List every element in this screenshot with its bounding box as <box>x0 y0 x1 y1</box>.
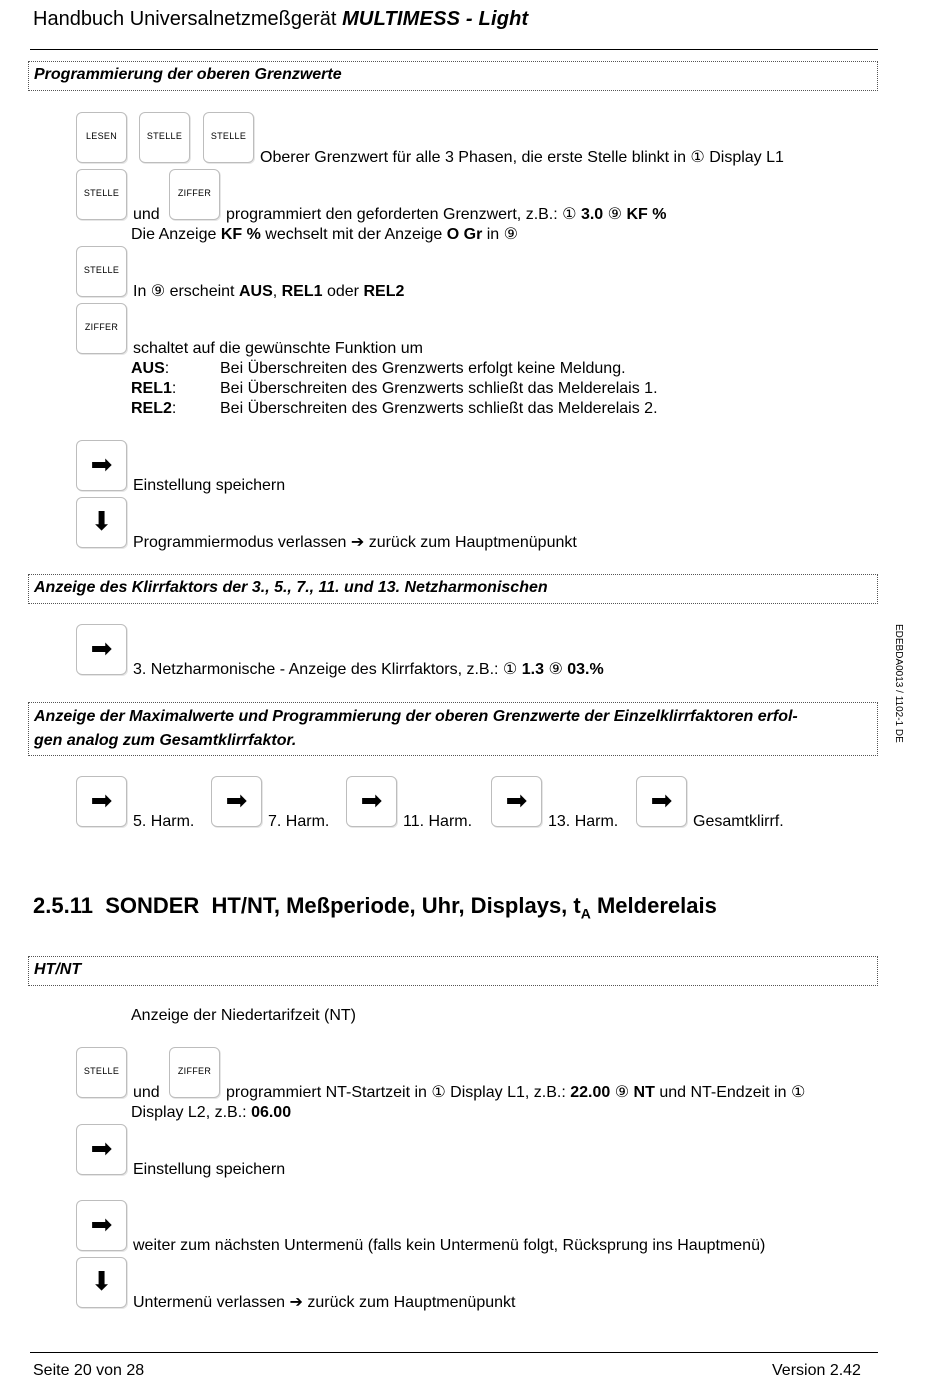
brand-name: MULTIMESS - Light <box>342 8 529 30</box>
right-arrow-icon: ➡ <box>90 785 113 815</box>
right-arrow-key[interactable] <box>636 776 687 827</box>
stelle-key[interactable]: STELLE <box>76 246 127 297</box>
instruction-text: Einstellung speichern <box>133 1161 286 1178</box>
down-arrow-icon: ⬇ <box>90 506 113 536</box>
right-arrow-key[interactable] <box>76 1200 127 1251</box>
right-arrow-key[interactable] <box>346 776 397 827</box>
stelle-key[interactable]: STELLE <box>76 169 127 220</box>
page-header <box>33 8 528 31</box>
step-label: 5. Harm. <box>133 813 195 830</box>
instruction-text: Display L2, z.B.: 06.00 <box>131 1104 292 1121</box>
instruction-text: 3. Netzharmonische - Anzeige des Klirrfaktors, z.B.: ① 1.3 ⑨ 03.% <box>133 661 604 678</box>
right-arrow-icon: ➡ <box>505 785 528 815</box>
section-title: gen analog zum Gesamtklirrfaktor. <box>34 732 297 749</box>
document-code: EDEBDA0013 / 1102-1 DE <box>893 624 904 743</box>
section-title: Anzeige der Maximalwerte und Programmierung der oberen Grenzwerte der Einzelklirrfaktoren erfol- <box>34 708 798 725</box>
definition-text: Bei Überschreiten des Grenzwerts schließt das Melderelais 2. <box>220 400 658 417</box>
definition-text: Bei Überschreiten des Grenzwerts schließt das Melderelais 1. <box>220 380 658 397</box>
right-arrow-icon: ➡ <box>90 449 113 479</box>
header-rule <box>30 49 878 50</box>
down-arrow-key[interactable] <box>76 1257 127 1308</box>
step-label: 13. Harm. <box>548 813 619 830</box>
instruction-text: Untermenü verlassen ➔ zurück zum Hauptmenüpunkt <box>133 1294 516 1311</box>
instruction-text: programmiert NT-Startzeit in ① Display L1, z.B.: 22.00 ⑨ NT und NT-Endzeit in ① <box>226 1084 806 1101</box>
section-title-box <box>28 574 878 604</box>
step-label: 11. Harm. <box>403 813 473 830</box>
right-arrow-key[interactable] <box>76 440 127 491</box>
version-label: Version 2.42 <box>772 1362 861 1379</box>
ziffer-key[interactable]: ZIFFER <box>169 169 220 220</box>
section-title-box <box>28 702 878 756</box>
section-title-box <box>28 61 878 91</box>
und-text: und <box>133 206 160 223</box>
right-arrow-icon: ➡ <box>90 633 113 663</box>
instruction-text: Programmiermodus verlassen ➔ zurück zum Hauptmenüpunkt <box>133 534 577 551</box>
ziffer-key[interactable]: ZIFFER <box>76 303 127 354</box>
right-arrow-key[interactable] <box>76 624 127 675</box>
definition-row: REL1: <box>131 380 177 397</box>
right-arrow-key[interactable] <box>211 776 262 827</box>
right-arrow-key[interactable] <box>76 776 127 827</box>
instruction-text: In ⑨ erscheint AUS, REL1 oder REL2 <box>133 283 405 300</box>
instruction-text: weiter zum nächsten Untermenü (falls kein Untermenü folgt, Rücksprung ins Hauptmenü) <box>133 1237 766 1254</box>
right-arrow-key[interactable] <box>491 776 542 827</box>
right-arrow-icon: ➡ <box>225 785 248 815</box>
instruction-text: Einstellung speichern <box>133 477 286 494</box>
lesen-key[interactable]: LESEN <box>76 112 127 163</box>
section-title-box <box>28 956 878 986</box>
instruction-text: Die Anzeige KF % wechselt mit der Anzeige O Gr in ⑨ <box>131 226 518 243</box>
page-number: Seite 20 von 28 <box>33 1362 145 1379</box>
instruction-text: programmiert den geforderten Grenzwert, z.B.: ① 3.0 ⑨ KF % <box>226 206 667 223</box>
definition-text: Bei Überschreiten des Grenzwerts erfolgt keine Meldung. <box>220 360 626 377</box>
step-label: Gesamtklirrf. <box>693 813 784 830</box>
footer-rule <box>30 1352 878 1353</box>
right-arrow-icon: ➡ <box>650 785 673 815</box>
definition-row: AUS: <box>131 360 170 377</box>
right-arrow-key[interactable] <box>76 1124 127 1175</box>
section-title: Programmierung der oberen Grenzwerte <box>34 66 342 83</box>
right-arrow-icon: ➡ <box>90 1133 113 1163</box>
right-arrow-icon: ➡ <box>90 1209 113 1239</box>
section-heading: 2.5.11 SONDER HT/NT, Meßperiode, Uhr, Displays, $t_A$ Melderelais <box>33 893 717 922</box>
instruction-text: schaltet auf die gewünschte Funktion um <box>133 340 423 357</box>
definition-row: REL2: <box>131 400 177 417</box>
right-arrow-icon: ➡ <box>360 785 383 815</box>
ziffer-key[interactable]: ZIFFER <box>169 1047 220 1098</box>
section-title: HT/NT <box>34 961 82 978</box>
section-title: Anzeige des Klirrfaktors der 3., 5., 7., 11. und 13. Netzharmonischen <box>34 579 548 596</box>
down-arrow-key[interactable] <box>76 497 127 548</box>
stelle-key[interactable]: STELLE <box>203 112 254 163</box>
step-label: 7. Harm. <box>268 813 330 830</box>
instruction-text: Oberer Grenzwert für alle 3 Phasen, die erste Stelle blinkt in ① Display L1 <box>260 149 784 166</box>
stelle-key[interactable]: STELLE <box>139 112 190 163</box>
down-arrow-icon: ⬇ <box>90 1266 113 1296</box>
instruction-text: Anzeige der Niedertarifzeit (NT) <box>131 1007 356 1024</box>
stelle-key[interactable]: STELLE <box>76 1047 127 1098</box>
header-title: Handbuch Universalnetzmeßgerät <box>33 8 337 30</box>
und-text: und <box>133 1084 160 1101</box>
